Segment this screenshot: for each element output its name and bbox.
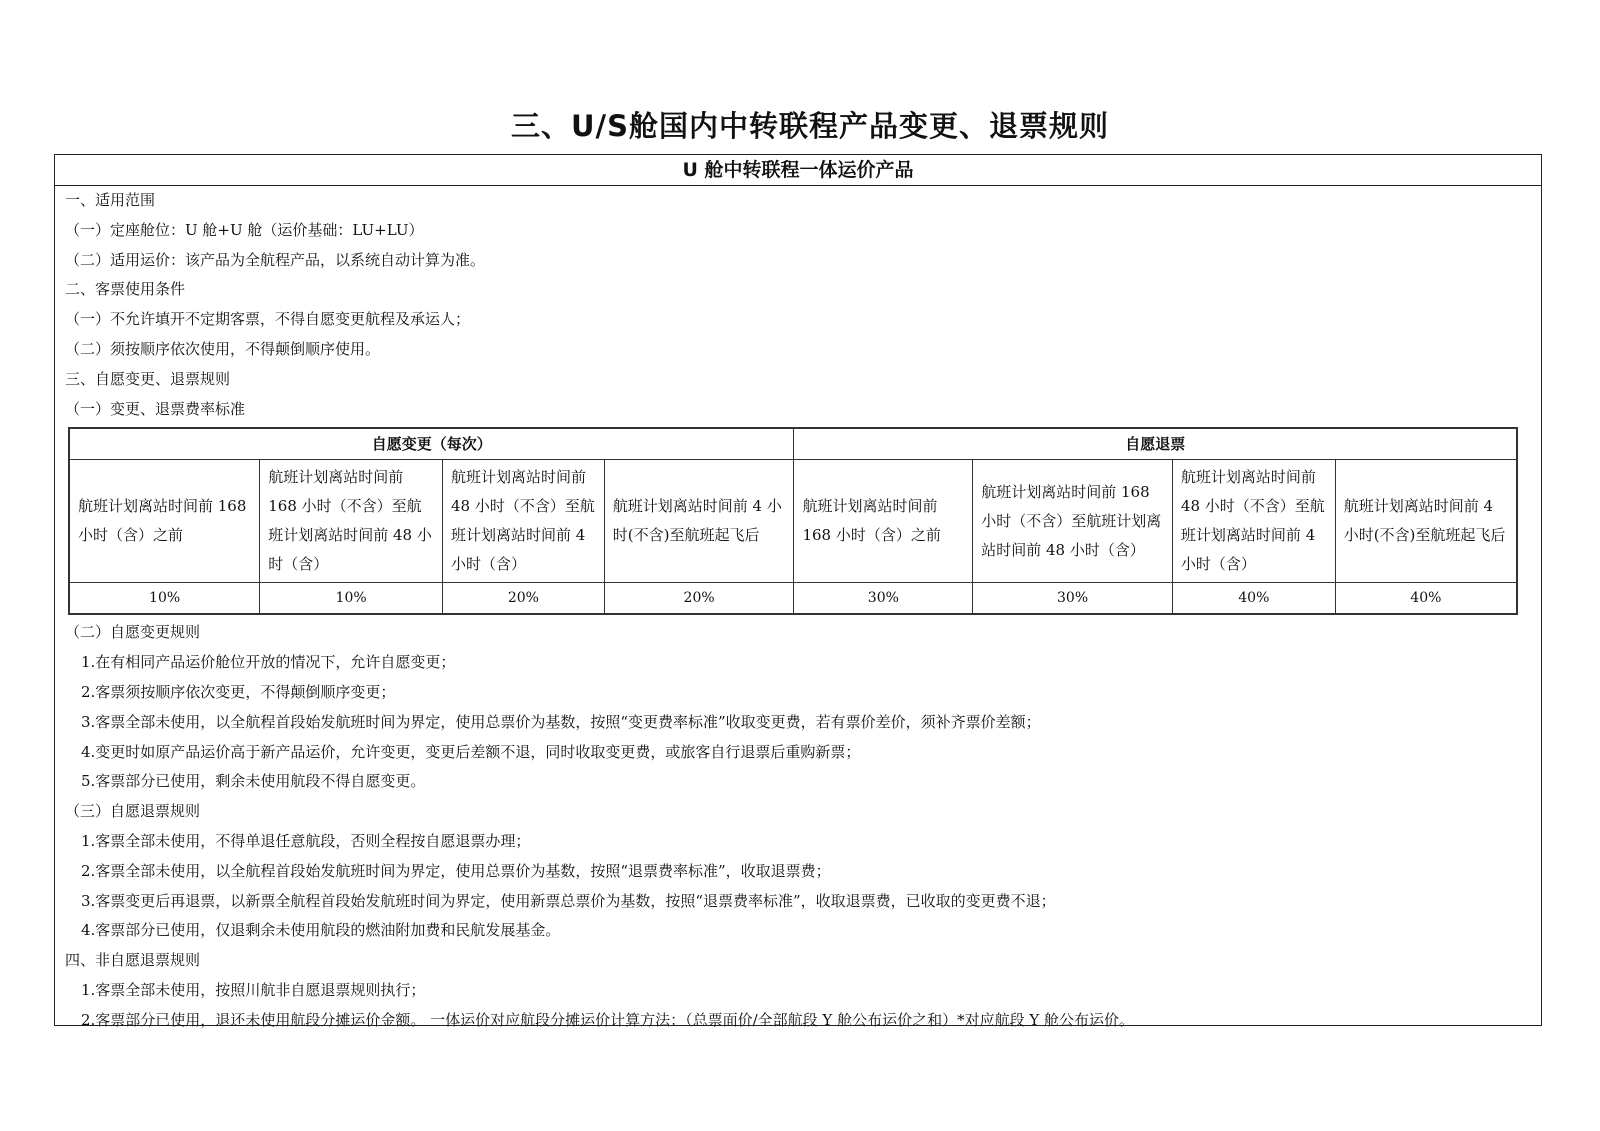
rule-line: 3.客票全部未使用，以全航程首段始发航班时间为界定，使用总票价为基数，按照“变更费率标准”收取变更费，若有票价差价，须补齐票价差额； <box>81 712 1041 731</box>
fee-rate-cell: 30% <box>973 583 1173 615</box>
fee-condition-cell: 航班计划离站时间前 168 小时（含）之前 <box>794 460 973 583</box>
fee-rate-cell: 40% <box>1172 583 1335 615</box>
rules-intro <box>55 186 1541 424</box>
page-title: 三、U/S舱国内中转联程产品变更、退票规则 <box>510 109 1110 143</box>
fee-condition-cell: 航班计划离站时间前 4 小时(不含)至航班起飞后 <box>1335 460 1517 583</box>
rule-line: 1.客票全部未使用，不得单退任意航段，否则全程按自愿退票办理； <box>81 831 531 850</box>
rule-line: （二）适用运价：该产品为全航程产品，以系统自动计算为准。 <box>65 250 486 269</box>
fee-rate-table <box>68 427 1518 615</box>
fee-rate-cell: 20% <box>442 583 604 615</box>
subsection-heading: （二）自愿变更规则 <box>65 623 201 642</box>
rule-line: 4.客票部分已使用，仅退剩余未使用航段的燃油附加费和民航发展基金。 <box>81 921 561 940</box>
section-heading-scope: 一、适用范围 <box>65 191 156 209</box>
subsection-heading: （三）自愿退票规则 <box>65 802 201 821</box>
fee-rate-cell: 10% <box>260 583 443 615</box>
fee-condition-cell: 航班计划离站时间前 168 小时（不含）至航班计划离站时间前 48 小时（含） <box>260 460 443 583</box>
fee-condition-cell: 航班计划离站时间前 48 小时（不含）至航班计划离站时间前 4 小时（含） <box>442 460 604 583</box>
section-heading-voluntary: 三、自愿变更、退票规则 <box>65 369 231 388</box>
fee-rate-cell: 40% <box>1335 583 1517 615</box>
rule-line: 4.变更时如原产品运价高于新产品运价，允许变更，变更后差额不退，同时收取变更费，或旅客自行退票后重购新票； <box>81 742 861 761</box>
rules-detail <box>55 618 1541 1035</box>
rule-line: 2.客票全部未使用，以全航程首段始发航班时间为界定，使用总票价为基数，按照“退票费率标准”，收取退票费； <box>81 861 831 880</box>
rule-line: （一）不允许填开不定期客票，不得自愿变更航程及承运人； <box>65 310 471 329</box>
rule-line: 5.客票部分已使用，剩余未使用航段不得自愿变更。 <box>81 772 426 791</box>
section-heading-conditions: 二、客票使用条件 <box>65 280 186 299</box>
rule-line: （一）变更、退票费率标准 <box>65 399 246 418</box>
product-title: U 舱中转联程一体运价产品 <box>55 155 1541 186</box>
fee-condition-cell: 航班计划离站时间前 4 小时(不含)至航班起飞后 <box>604 460 794 583</box>
rule-line: 2.客票部分已使用，退还未使用航段分摊运价金额。 一体运价对应航段分摊运价计算方法：（总票面价/全部航段 Y 舱公布运价之和）*对应航段 Y 舱公布运价。 <box>81 1010 1135 1029</box>
rule-line: （二）须按顺序依次使用，不得颠倒顺序使用。 <box>65 339 381 358</box>
refund-fee-header: 自愿退票 <box>794 428 1517 460</box>
fee-condition-cell: 航班计划离站时间前 168 小时（含）之前 <box>69 460 260 583</box>
rule-line: 3.客票变更后再退票，以新票全航程首段始发航班时间为界定，使用新票总票价为基数，按照“退票费率标准”，收取退票费，已收取的变更费不退； <box>81 891 1056 910</box>
fee-rate-cell: 30% <box>794 583 973 615</box>
rule-line: 1.在有相同产品运价舱位开放的情况下，允许自愿变更； <box>81 653 456 672</box>
rules-box <box>54 154 1542 1029</box>
fee-condition-cell: 航班计划离站时间前 48 小时（不含）至航班计划离站时间前 4 小时（含） <box>1172 460 1335 583</box>
change-fee-header: 自愿变更（每次） <box>69 428 794 460</box>
rule-line: 2.客票须按顺序依次变更，不得颠倒顺序变更； <box>81 682 396 701</box>
fee-rate-cell: 20% <box>604 583 794 615</box>
fee-rate-cell: 10% <box>69 583 260 615</box>
fee-condition-cell: 航班计划离站时间前 168 小时（不含）至航班计划离站时间前 48 小时（含） <box>973 460 1173 583</box>
section-heading-involuntary: 四、非自愿退票规则 <box>65 951 201 970</box>
rule-line: （一）定座舱位：U 舱+U 舱（运价基础：LU+LU） <box>65 220 424 239</box>
rule-line: 1.客票全部未使用，按照川航非自愿退票规则执行； <box>81 980 426 999</box>
